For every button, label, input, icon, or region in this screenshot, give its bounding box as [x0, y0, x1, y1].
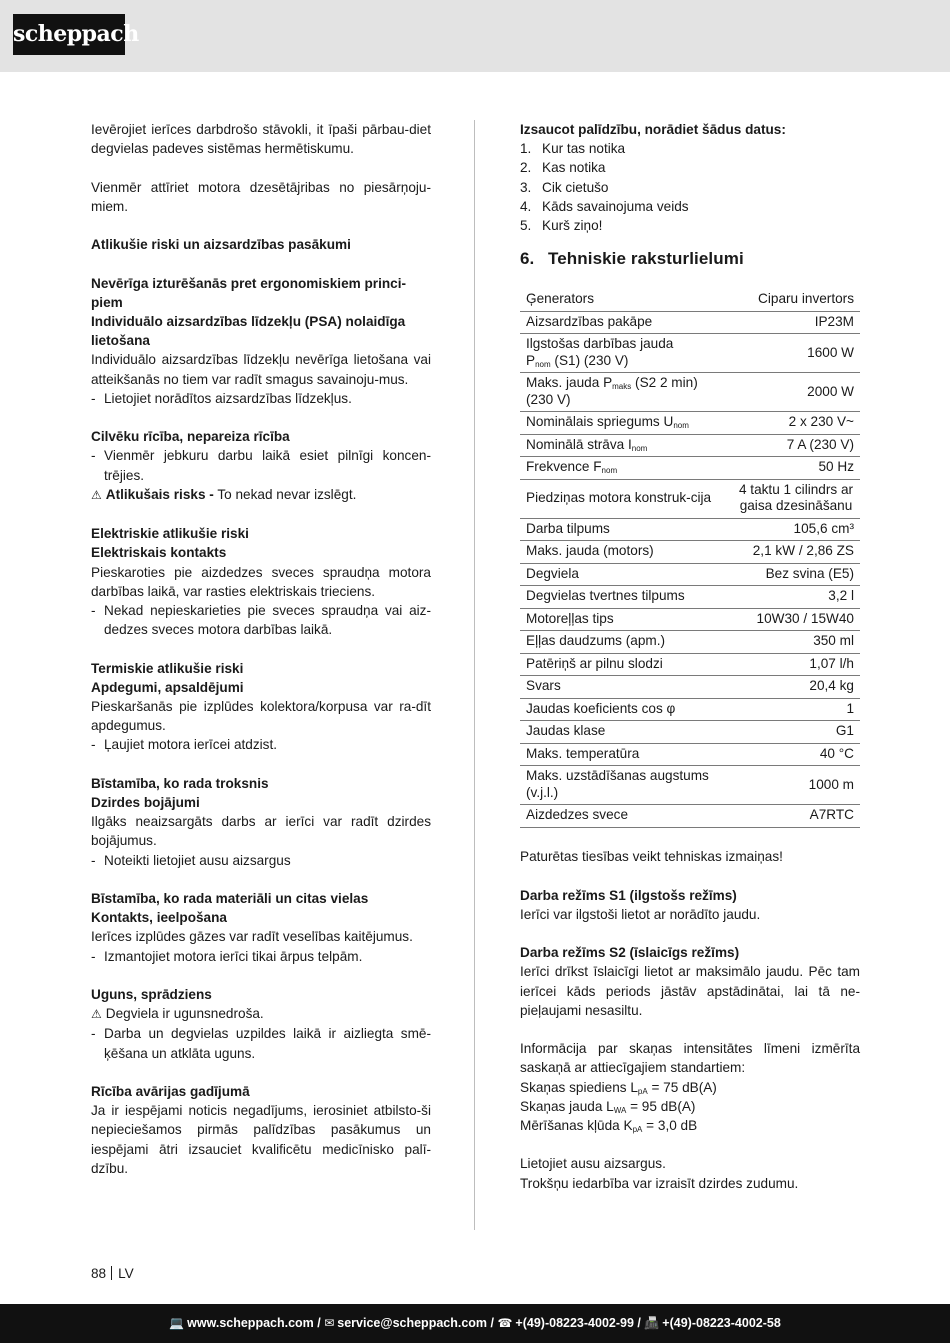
left-column — [91, 120, 431, 1178]
warning-bold: Atlikušais risks - — [105, 486, 214, 502]
footer-website[interactable]: www.scheppach.com — [187, 1316, 314, 1330]
heading-noise: Bīstamība, ko rada troksnis — [91, 775, 269, 791]
computer-icon: 💻 — [169, 1316, 185, 1330]
table-row: Ilgstošas darbības jauda $P_{nom}$ (S1) (230 V) 1600 W — [520, 334, 860, 373]
paragraph: Lietojiet ausu aizsargus. — [520, 1156, 666, 1172]
list-item: 5. Kurš ziņo! — [520, 218, 603, 234]
noise-value: Mērīšanas kļūda $K_{pA} = 3,0$ dB — [520, 1117, 698, 1134]
table-row: Maks. temperatūra 40 °C — [520, 743, 860, 766]
paragraph: Ierīci drīkst īslaicīgi lietot ar maksimālo jaudu. Pēc tam ierīcei kāds periods jāstāv apstādinātai, lai tā ne-pieļaujami nesasiltu. — [520, 964, 860, 1018]
heading-inhalation: Kontakts, ieelpošana — [91, 910, 227, 926]
heading-ppe: Individuālo aizsardzības līdzekļu (PSA) nolaidīga lietošana — [91, 313, 406, 349]
scheppach-logo: scheppach — [13, 14, 125, 55]
table-row: Maks. jauda (motors) 2,1 kW / 2,86 ZS — [520, 541, 860, 564]
table-row: Darba tilpums 105,6 cm³ — [520, 518, 860, 541]
mail-icon: ✉ — [324, 1316, 335, 1330]
paragraph: Ilgāks neaizsargāts darbs ar ierīci var radīt dzirdes bojājumus. — [91, 814, 431, 849]
heading-thermal: Termiskie atlikušie riski — [91, 660, 244, 676]
warning-text: To nekad nevar izslēgt. — [213, 486, 357, 502]
heading-mode-s2: Darba režīms S2 (īslaicīgs režīms) — [520, 945, 740, 961]
page-header — [0, 0, 950, 72]
heading-electric: Elektriskie atlikušie riski — [91, 526, 249, 542]
footer-phone: +(49)-08223-4002-99 — [515, 1316, 634, 1330]
page-language: LV — [118, 1266, 134, 1281]
heading-hearing: Dzirdes bojājumi — [91, 795, 200, 810]
bullet-item: - Izmantojiet motora ierīci tikai ārpus telpām. — [91, 947, 431, 966]
table-row: Jaudas klase G1 — [520, 721, 860, 744]
table-row: Patēriņš ar pilnu slodzi 1,07 l/h — [520, 653, 860, 676]
heading-burns: Apdegumi, apsaldējumi — [91, 679, 244, 695]
table-row: Maks. uzstādīšanas augstums (v.j.l.) 1000 m — [520, 766, 860, 805]
paragraph: Individuālo aizsardzības līdzekļu nevērīga lietošana vai atteikšanās no tiem var radīt smagus savainoju-mus. — [91, 352, 431, 387]
heading-electric-contact: Elektriskais kontakts — [91, 545, 227, 561]
table-row: Degvielas tvertnes tilpums 3,2 l — [520, 586, 860, 609]
warning-line — [91, 485, 431, 505]
phone-icon: ☎ — [497, 1316, 513, 1330]
heading-emergency: Rīcība avārijas gadījumā — [91, 1084, 250, 1099]
list-item: 4. Kāds savainojuma veids — [520, 198, 689, 214]
bullet-item: - Ļaujiet motora ierīcei atdzist. — [91, 735, 431, 754]
noise-value: Skaņas spiediens $L_{pA} = 75$ dB(A) — [520, 1079, 717, 1096]
heading-materials: Bīstamība, ko rada materiāli un citas vielas — [91, 891, 369, 906]
section-heading — [520, 249, 860, 268]
warning-triangle-icon: ⚠ — [91, 1007, 102, 1022]
footer-fax: +(49)-08223-4002-58 — [662, 1316, 781, 1330]
table-row: Jaudas koeficients cos φ 1 — [520, 698, 860, 721]
table-row: Piedziņas motora konstruk-cija 4 taktu 1 cilindrs ar gaisa dzesināšanu — [520, 479, 860, 518]
paragraph: Informācija par skaņas intensitātes līmeni izmērīta saskaņā ar attiecīgajiem standartiem: — [520, 1041, 860, 1076]
heading-human-behaviour: Cilvēku rīcība, nepareiza rīcība — [91, 429, 290, 445]
bullet-item: - Vienmēr jebkuru darbu laikā esiet pilnīgi koncen-trējies. — [91, 446, 431, 484]
paragraph: Vienmēr attīriet motora dzesētājribas no piesārņoju-miem. — [91, 179, 431, 214]
section-title: Tehniskie raksturlielumi — [548, 249, 744, 269]
table-row: Nominālais spriegums $U_{nom}$ 2 x 230 V~ — [520, 412, 860, 435]
table-row: Maks. jauda $P_{maks}$ (S2 2 min) (230 V) 2000 W — [520, 373, 860, 412]
paragraph: Pieskaršanās pie izplūdes kolektora/korpusa var ra-dīt apdegumus. — [91, 699, 431, 734]
help-list — [520, 139, 860, 235]
heading-call-help: Izsaucot palīdzību, norādiet šādus datus: — [520, 122, 786, 137]
table-row: Aizsardzības pakāpe IP23M — [520, 311, 860, 334]
table-row: Svars 20,4 kg — [520, 676, 860, 699]
heading-mode-s1: Darba režīms S1 (ilgstošs režīms) — [520, 887, 737, 903]
table-row: Degviela Bez svina (E5) — [520, 563, 860, 586]
footer-email[interactable]: service@scheppach.com — [337, 1316, 488, 1330]
paragraph: Pieskaroties pie aizdedzes sveces spraudņa motora darbības laikā, var rasties elektriskais trieciens. — [91, 564, 431, 599]
bullet-item: - Noteikti lietojiet ausu aizsargus — [91, 851, 431, 870]
table-row: Eļļas daudzums (apm.) 350 ml — [520, 631, 860, 654]
paragraph: Ievērojiet ierīces darbdrošo stāvokli, it īpaši pārbau-diet degvielas padeves sistēmas hermētiskumu. — [91, 122, 431, 157]
page-number-value: 88 — [91, 1266, 107, 1281]
warning-text: Degviela ir ugunsnedroša. — [105, 1006, 264, 1022]
page-number — [91, 1266, 134, 1281]
heading-ergonomics: Nevērīga izturēšanās pret ergonomiskiem princi-piem — [91, 275, 407, 310]
table-row: Aizdedzes svece A7RTC — [520, 805, 860, 828]
list-item: 3. Cik cietušo — [520, 179, 609, 195]
section-number: 6. — [520, 249, 535, 269]
noise-value: Skaņas jauda $L_{WA} = 95$ dB(A) — [520, 1098, 696, 1115]
page-footer: 💻 www.scheppach.com / ✉ service@scheppach.com / ☎ +(49)-08223-4002-99 / 📠 +(49)-08223-4002-58 — [0, 1304, 950, 1343]
paragraph: Paturētas tiesības veikt tehniskas izmaiņas! — [520, 849, 783, 865]
list-item: 1. Kur tas notika — [520, 141, 626, 157]
column-divider — [474, 120, 475, 1230]
bullet-item: - Darba un degvielas uzpildes laikā ir aizliegta smē-ķēšana un atklāta uguns. — [91, 1024, 431, 1062]
table-row: Ģenerators Ciparu invertors — [520, 288, 860, 311]
table-row: Nominālā strāva $I_{nom}$ 7 A (230 V) — [520, 434, 860, 457]
bullet-item: - Nekad nepieskarieties pie sveces spraudņa vai aiz-dedzes sveces motora darbības laikā. — [91, 601, 431, 639]
heading-fire: Uguns, sprādziens — [91, 987, 212, 1002]
heading-residual-risks: Atlikušie riski un aizsardzības pasākumi — [91, 237, 351, 253]
table-row: Motoreļļas tips 10W30 / 15W40 — [520, 608, 860, 631]
warning-line — [91, 1004, 431, 1024]
bullet-item: - Lietojiet norādītos aizsardzības līdzekļus. — [91, 389, 431, 408]
paragraph: Ja ir iespējami noticis negadījums, ierosiniet atbilsto-ši nepieciešamos pirmās palīdzības pasākumus un iespējami ātri izsauciet kvalificētu medicīnisko palī-dzību. — [91, 1103, 431, 1176]
spec-table — [520, 288, 860, 828]
paragraph: Ierīci var ilgstoši lietot ar norādīto jaudu. — [520, 906, 761, 922]
right-column — [520, 120, 860, 1193]
paragraph: Trokšņu iedarbība var izraisīt dzirdes zudumu. — [520, 1175, 799, 1191]
fax-icon: 📠 — [644, 1316, 660, 1330]
paragraph: Ierīces izplūdes gāzes var radīt veselības kaitējumus. — [91, 929, 413, 945]
table-row: Frekvence $F_{nom}$ 50 Hz — [520, 457, 860, 480]
warning-triangle-icon: ⚠ — [91, 487, 102, 502]
list-item: 2. Kas notika — [520, 160, 606, 176]
